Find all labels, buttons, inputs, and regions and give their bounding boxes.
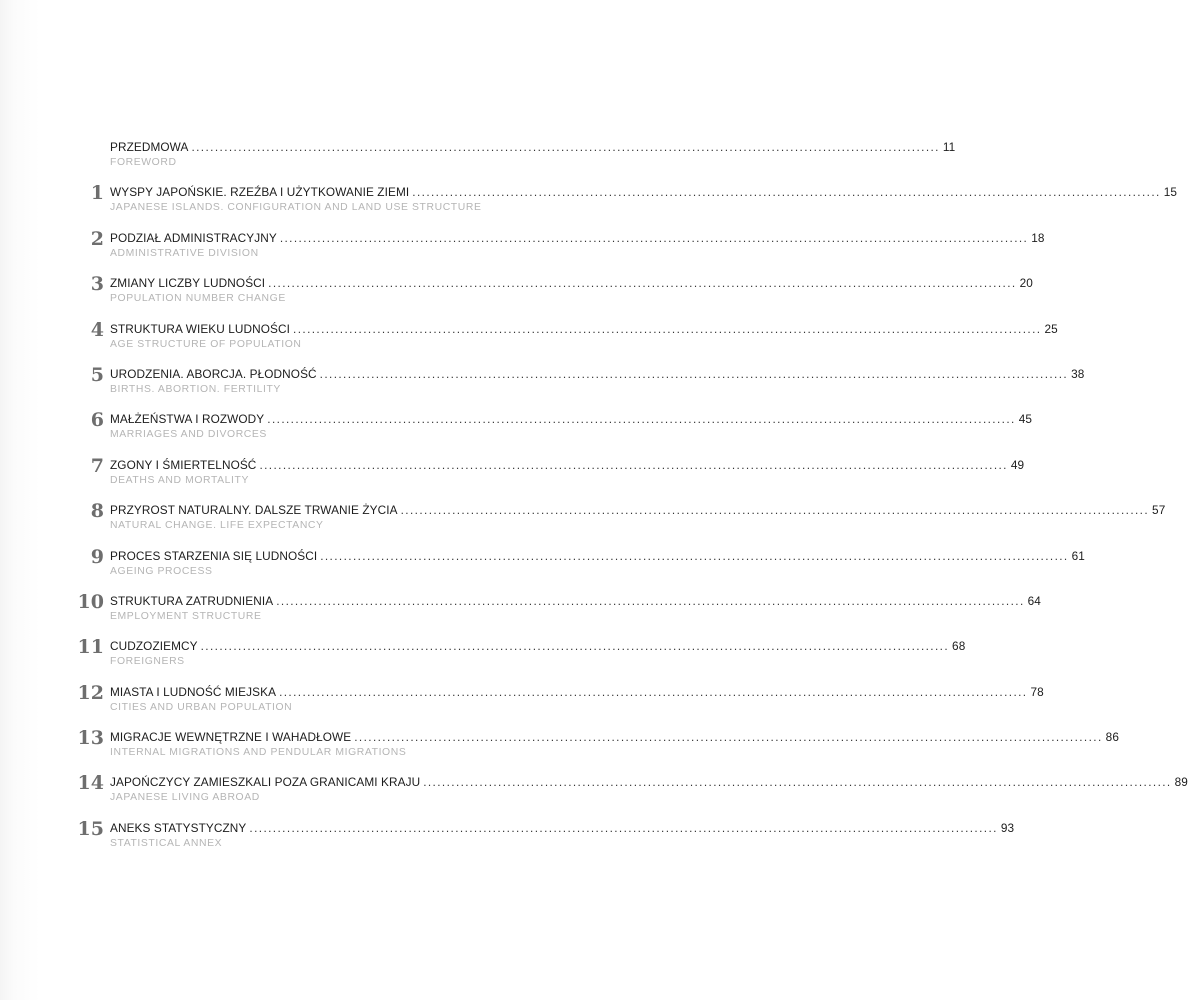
dot-leader: ................................................................................................................................................................ xyxy=(319,366,1069,381)
toc-title-line xyxy=(110,230,1045,245)
dot-leader: ................................................................................................................................................................ xyxy=(268,276,1017,291)
dot-leader: ................................................................................................................................................................ xyxy=(279,684,1028,699)
chapter-title: MIGRACJE WEWNĘTRZNE I WAHADŁOWE xyxy=(110,730,352,745)
chapter-title-english: CITIES AND URBAN POPULATION xyxy=(110,701,293,713)
chapter-title-english: JAPANESE LIVING ABROAD xyxy=(110,792,260,804)
page-number: 45 xyxy=(1018,412,1033,427)
dot-leader: ................................................................................................................................................................ xyxy=(412,185,1161,200)
toc-title-line xyxy=(110,185,1178,200)
page-number: 86 xyxy=(1105,730,1119,745)
toc-entry-14[interactable] xyxy=(0,772,1188,818)
chapter-number: 5 xyxy=(90,363,104,386)
chapter-title: PRZEDMOWA xyxy=(110,140,189,154)
chapter-number: 10 xyxy=(77,590,104,613)
toc-entry-11[interactable] xyxy=(0,636,966,682)
toc-entry-foreword[interactable] xyxy=(0,138,956,183)
toc-entry-3[interactable] xyxy=(0,273,1033,319)
toc-title-line xyxy=(110,730,1119,745)
chapter-number: 4 xyxy=(90,318,104,341)
page-number: 49 xyxy=(1010,457,1025,472)
chapter-number: 1 xyxy=(90,182,104,205)
dot-leader: ................................................................................................................................................................ xyxy=(191,140,940,154)
chapter-title: STRUKTURA WIEKU LUDNOŚCI xyxy=(110,321,291,336)
chapter-title: STRUKTURA ZATRUDNIENIA xyxy=(110,593,274,608)
chapter-title-english: AGE STRUCTURE OF POPULATION xyxy=(110,338,302,350)
toc-title-line xyxy=(110,820,1015,835)
page-number: 11 xyxy=(942,140,956,154)
page-number: 57 xyxy=(1152,503,1166,518)
toc-title-line xyxy=(110,366,1085,381)
toc-entry-8[interactable] xyxy=(0,500,1166,546)
toc-title-line xyxy=(110,639,966,654)
toc-entry-12[interactable] xyxy=(0,681,1044,728)
dot-leader: ................................................................................................................................................................ xyxy=(276,593,1025,608)
page-number: 18 xyxy=(1031,230,1045,245)
toc-entry-9[interactable] xyxy=(0,545,1085,592)
chapter-title-english: STATISTICAL ANNEX xyxy=(110,837,223,849)
toc-entry-13[interactable] xyxy=(0,727,1119,773)
page-number: 89 xyxy=(1174,775,1188,790)
page-number: 64 xyxy=(1027,593,1041,608)
toc-entry-10[interactable] xyxy=(0,590,1041,637)
chapter-title-english: JAPANESE ISLANDS. CONFIGURATION AND LAND USE STRUCTURE xyxy=(110,202,482,214)
chapter-title: PRZYROST NATURALNY. DALSZE TRWANIE ŻYCIA xyxy=(110,503,398,518)
chapter-title: URODZENIA. ABORCJA. PŁODNOŚĆ xyxy=(110,366,317,381)
page-number: 93 xyxy=(1000,820,1015,835)
chapter-title: PODZIAŁ ADMINISTRACYJNY xyxy=(110,230,277,245)
toc-entry-1[interactable] xyxy=(0,182,1178,228)
chapter-title-english: POPULATION NUMBER CHANGE xyxy=(110,293,286,305)
chapter-title: MAŁŻEŃSTWA I ROZWODY xyxy=(110,412,265,427)
chapter-number: 7 xyxy=(90,454,104,477)
dot-leader: ................................................................................................................................................................ xyxy=(320,548,1069,563)
page-number: 68 xyxy=(952,639,966,654)
chapter-title-english: BIRTHS. ABORTION. FERTILITY xyxy=(110,383,281,395)
toc-title-line xyxy=(110,457,1025,472)
chapter-number: 13 xyxy=(77,727,104,750)
toc-entry-7[interactable] xyxy=(0,454,1025,501)
page-number: 78 xyxy=(1030,684,1044,699)
page-number: 15 xyxy=(1163,185,1178,200)
toc-entry-15[interactable] xyxy=(0,817,1015,864)
chapter-title: ZMIANY LICZBY LUDNOŚCI xyxy=(110,276,266,291)
chapter-title: ANEKS STATYSTYCZNY xyxy=(110,820,247,835)
toc-title-line xyxy=(110,775,1188,790)
chapter-title: PROCES STARZENIA SIĘ LUDNOŚCI xyxy=(110,548,318,563)
page-number: 61 xyxy=(1071,548,1085,563)
toc-entry-4[interactable] xyxy=(0,318,1058,365)
chapter-number: 11 xyxy=(77,636,104,659)
chapter-number: 15 xyxy=(77,817,104,840)
chapter-number: 12 xyxy=(77,681,104,704)
chapter-title-english: FOREWORD xyxy=(110,157,177,168)
dot-leader: ................................................................................................................................................................ xyxy=(400,503,1150,518)
dot-leader: ................................................................................................................................................................ xyxy=(293,321,1042,336)
dot-leader: ................................................................................................................................................................ xyxy=(354,730,1103,745)
toc-entry-5[interactable] xyxy=(0,363,1085,410)
page-number: 25 xyxy=(1044,321,1058,336)
chapter-number: 9 xyxy=(90,545,104,568)
chapter-title: JAPOŃCZYCY ZAMIESZKALI POZA GRANICAMI KRAJU xyxy=(110,775,421,790)
chapter-title-english: FOREIGNERS xyxy=(110,656,185,668)
dot-leader: ................................................................................................................................................................ xyxy=(200,639,950,654)
chapter-number: 14 xyxy=(77,772,104,795)
toc-title-line xyxy=(110,412,1033,427)
dot-leader: ................................................................................................................................................................ xyxy=(279,230,1029,245)
toc-entry-2[interactable] xyxy=(0,227,1045,274)
chapter-number: 6 xyxy=(90,409,104,432)
chapter-number: 2 xyxy=(90,227,104,250)
chapter-title: ZGONY I ŚMIERTELNOŚĆ xyxy=(110,457,257,472)
toc-entry-6[interactable] xyxy=(0,409,1033,455)
chapter-title: MIASTA I LUDNOŚĆ MIEJSKA xyxy=(110,684,277,699)
chapter-title-english: DEATHS AND MORTALITY xyxy=(110,474,250,486)
toc-title-line xyxy=(110,503,1166,518)
chapter-title: WYSPY JAPOŃSKIE. RZEŹBA I UŻYTKOWANIE ZIEMI xyxy=(110,185,410,200)
toc-title-line xyxy=(110,684,1044,699)
toc-title-line xyxy=(110,140,956,154)
toc-title-line xyxy=(110,321,1058,336)
page-number: 20 xyxy=(1019,276,1033,291)
chapter-title: CUDZOZIEMCY xyxy=(110,639,198,654)
chapter-title-english: INTERNAL MIGRATIONS AND PENDULAR MIGRATIONS xyxy=(110,747,407,759)
dot-leader: ................................................................................................................................................................ xyxy=(259,457,1008,472)
chapter-title-english: EMPLOYMENT STRUCTURE xyxy=(110,610,262,622)
toc-title-line xyxy=(110,276,1033,291)
dot-leader: ................................................................................................................................................................ xyxy=(249,820,998,835)
chapter-title-english: NATURAL CHANGE. LIFE EXPECTANCY xyxy=(110,520,324,532)
toc-title-line xyxy=(110,593,1041,608)
chapter-number: 8 xyxy=(90,500,104,523)
dot-leader: ................................................................................................................................................................ xyxy=(267,412,1016,427)
dot-leader: ................................................................................................................................................................ xyxy=(423,775,1172,790)
chapter-title-english: MARRIAGES AND DIVORCES xyxy=(110,429,267,441)
chapter-title-english: ADMINISTRATIVE DIVISION xyxy=(110,247,259,259)
chapter-title-english: AGEING PROCESS xyxy=(110,565,213,577)
toc-title-line xyxy=(110,548,1085,563)
page-number: 38 xyxy=(1071,366,1085,381)
chapter-number: 3 xyxy=(90,273,104,296)
table-of-contents xyxy=(0,138,1188,864)
